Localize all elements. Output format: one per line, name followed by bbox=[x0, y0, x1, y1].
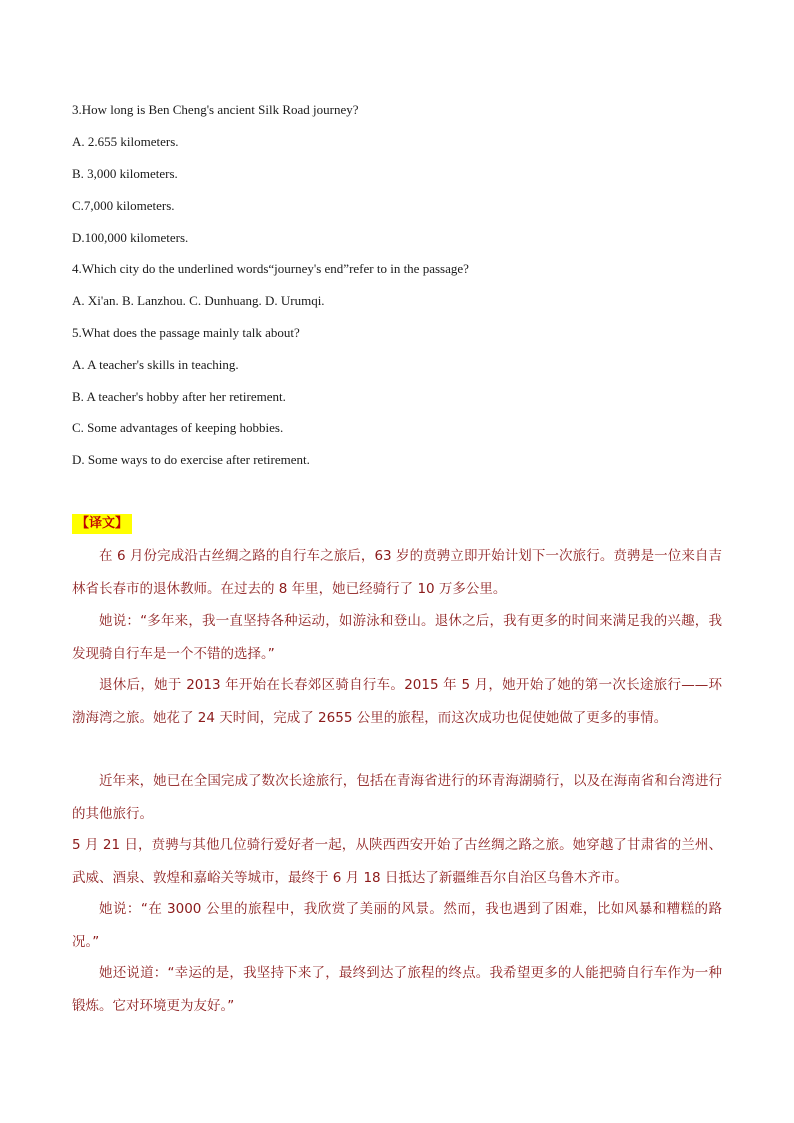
translation-paragraph-7: 她还说道：“幸运的是，我坚持下来了，最终到达了旅程的终点。我希望更多的人能把骑自行车作为一种锻炼。它对环境更为友好。” bbox=[72, 965, 722, 1014]
question-4: 4.Which city do the underlined words“journey's end”refer to in the passage? bbox=[72, 261, 469, 276]
question-3: 3.How long is Ben Cheng's ancient Silk Road journey? bbox=[72, 102, 359, 117]
question-5: 5.What does the passage mainly talk about? bbox=[72, 325, 300, 340]
question-3-option-b: B. 3,000 kilometers. bbox=[72, 166, 178, 181]
translation-paragraph-2: 她说：“多年来，我一直坚持各种运动，如游泳和登山。退休之后，我有更多的时间来满足我的兴趣，我发现骑自行车是一个不错的选择。” bbox=[72, 613, 722, 662]
question-3-option-a: A. 2.655 kilometers. bbox=[72, 134, 179, 149]
translation-paragraph-4: 近年来，她已在全国完成了数次长途旅行，包括在青海省进行的环青海湖骑行，以及在海南省和台湾进行的其他旅行。 bbox=[72, 773, 722, 822]
question-5-option-b: B. A teacher's hobby after her retirement. bbox=[72, 389, 286, 404]
question-5-option-c: C. Some advantages of keeping hobbies. bbox=[72, 420, 284, 435]
question-5-option-d: D. Some ways to do exercise after retirement. bbox=[72, 452, 310, 467]
translation-paragraph-3: 退休后，她于 2013 年开始在长春郊区骑自行车。2015 年 5 月，她开始了她的第一次长途旅行——环渤海湾之旅。她花了 24 天时间，完成了 2655 公里的旅程，而这次成功也促使她做了更多的事情。 bbox=[72, 677, 722, 726]
question-3-option-d: D.100,000 kilometers. bbox=[72, 230, 189, 245]
question-3-option-c: C.7,000 kilometers. bbox=[72, 198, 175, 213]
translation-tag: 【译文】 bbox=[72, 514, 132, 534]
question-5-option-a: A. A teacher's skills in teaching. bbox=[72, 357, 239, 372]
translation-paragraph-1: 在 6 月份完成沿古丝绸之路的自行车之旅后，63 岁的贲骋立即开始计划下一次旅行。贲骋是一位来自吉林省长春市的退休教师。在过去的 8 年里，她已经骑行了 10 万多公里。 bbox=[72, 548, 722, 597]
question-4-options: A. Xi'an. B. Lanzhou. C. Dunhuang. D. Urumqi. bbox=[72, 293, 325, 308]
translation-paragraph-5: 5 月 21 日，贲骋与其他几位骑行爱好者一起，从陕西西安开始了古丝绸之路之旅。她穿越了甘肃省的兰州、武威、酒泉、敦煌和嘉峪关等城市，最终于 6 月 18 日抵达了新疆维吾尔自治区乌鲁木齐市。 bbox=[72, 837, 722, 886]
translation-paragraph-6: 她说：“在 3000 公里的旅程中，我欣赏了美丽的风景。然而，我也遇到了困难，比如风暴和糟糕的路况。” bbox=[72, 901, 722, 950]
